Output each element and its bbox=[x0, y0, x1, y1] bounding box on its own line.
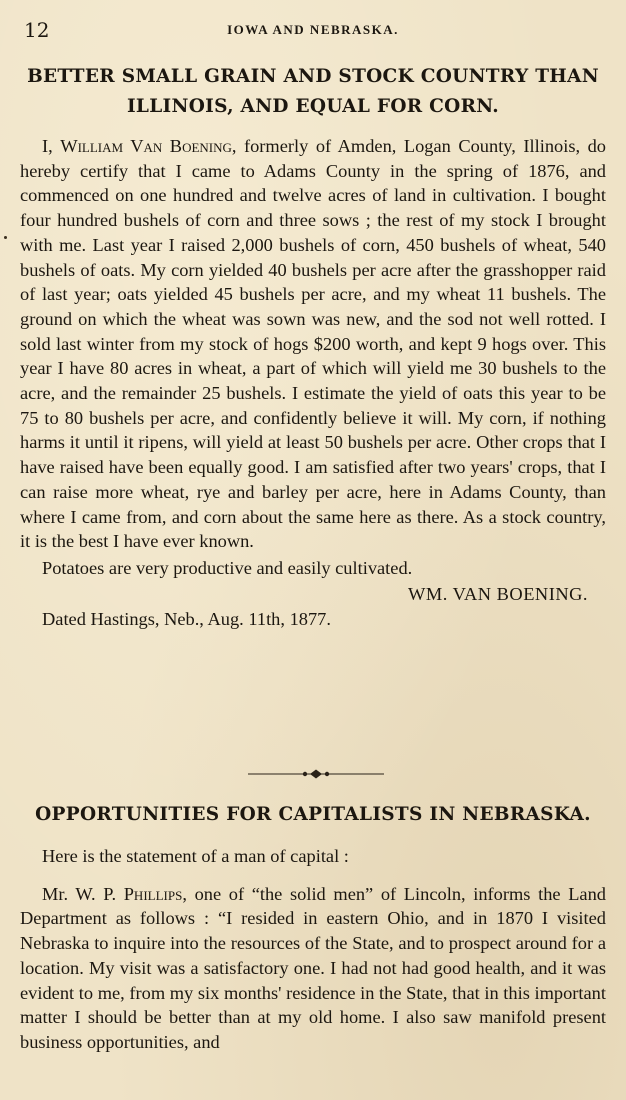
article-1-heading-line-1: BETTER SMALL GRAIN AND STOCK COUNTRY THAN bbox=[27, 66, 599, 87]
page-number: 12 bbox=[24, 18, 50, 42]
article-2-paragraph-1 bbox=[20, 882, 606, 1055]
article-2-heading: OPPORTUNITIES FOR CAPITALISTS IN NEBRASKA. bbox=[35, 804, 591, 825]
article-2-intro: Here is the statement of a man of capital : bbox=[42, 846, 349, 866]
running-title: IOWA AND NEBRASKA. bbox=[227, 22, 399, 37]
paragraph-spacer bbox=[20, 869, 606, 882]
author-name: William Van Boening bbox=[60, 136, 232, 156]
article-1-paragraph-1 bbox=[20, 134, 606, 554]
article-1-body bbox=[20, 134, 606, 631]
article-2-body bbox=[20, 844, 606, 1055]
article-1-heading-line-2: ILLINOIS, AND EQUAL FOR CORN. bbox=[126, 96, 500, 117]
article-1-paragraph-2: Potatoes are very productive and easily cultivated. bbox=[42, 557, 413, 578]
section-divider-ornament bbox=[248, 766, 384, 782]
ink-speck bbox=[4, 236, 7, 239]
paragraph-lead: I, bbox=[42, 136, 61, 156]
author-name: Phillips bbox=[123, 883, 183, 904]
paragraph-text: , one of “the solid men” of Lincoln, informs the Land Department as follows : “I resided in eastern Ohio, and in 1870 I visited Nebraska to inquire into the resources of the State, and to prospect around for a location. My visit was a satisfactory one. I had not had good health, and it was evident to me, from my six months' residence in the State, that in this important matter I should be better than at my old home. I also saw manifold present business opportunities, and bbox=[20, 883, 606, 1052]
article-1-heading bbox=[18, 62, 608, 122]
dateline: Dated Hastings, Neb., Aug. 11th, 1877. bbox=[42, 608, 331, 629]
paragraph-lead: Mr. W. P. bbox=[42, 883, 124, 904]
paragraph-text: , formerly of Amden, Logan County, Illinois, do hereby certify that I came to Adams County in the spring of 1876, and commenced on one hundred and twelve acres of land in cultivation. I bought four hundred bushels of corn and three sows ; the rest of my stock I brought with me. Last year I raised 2,000 bushels of corn, 450 bushels of wheat, 540 bushels of oats. My corn yielded 40 bushels per acre after the grasshopper raid of last year; oats yielded 45 bushels per acre, and my wheat 11 bushels. The ground on which the wheat was sown was new, and the sod not well rotted. I sold last winter from my stock of hogs $200 worth, and kept 9 hogs over. This year I have 80 acres in wheat, a part of which will yield me 30 bushels to the acre, and the remainder 25 bushels. I estimate the yield of oats this year to be 75 to 80 bushels per acre, and confidently believe it will. My corn, if nothing harms it until it ripens, will yield at least 50 bushels per acre. Other crops that I have raised have been equally good. I am satisfied after two years' crops, that I can raise more wheat, rye and barley per acre, here in Adams County, than where I came from, and corn about the same here as there. As a stock country, it is the best I have ever known. bbox=[20, 136, 606, 552]
running-head bbox=[20, 18, 606, 42]
signature: WM. VAN BOENING. bbox=[408, 583, 588, 604]
